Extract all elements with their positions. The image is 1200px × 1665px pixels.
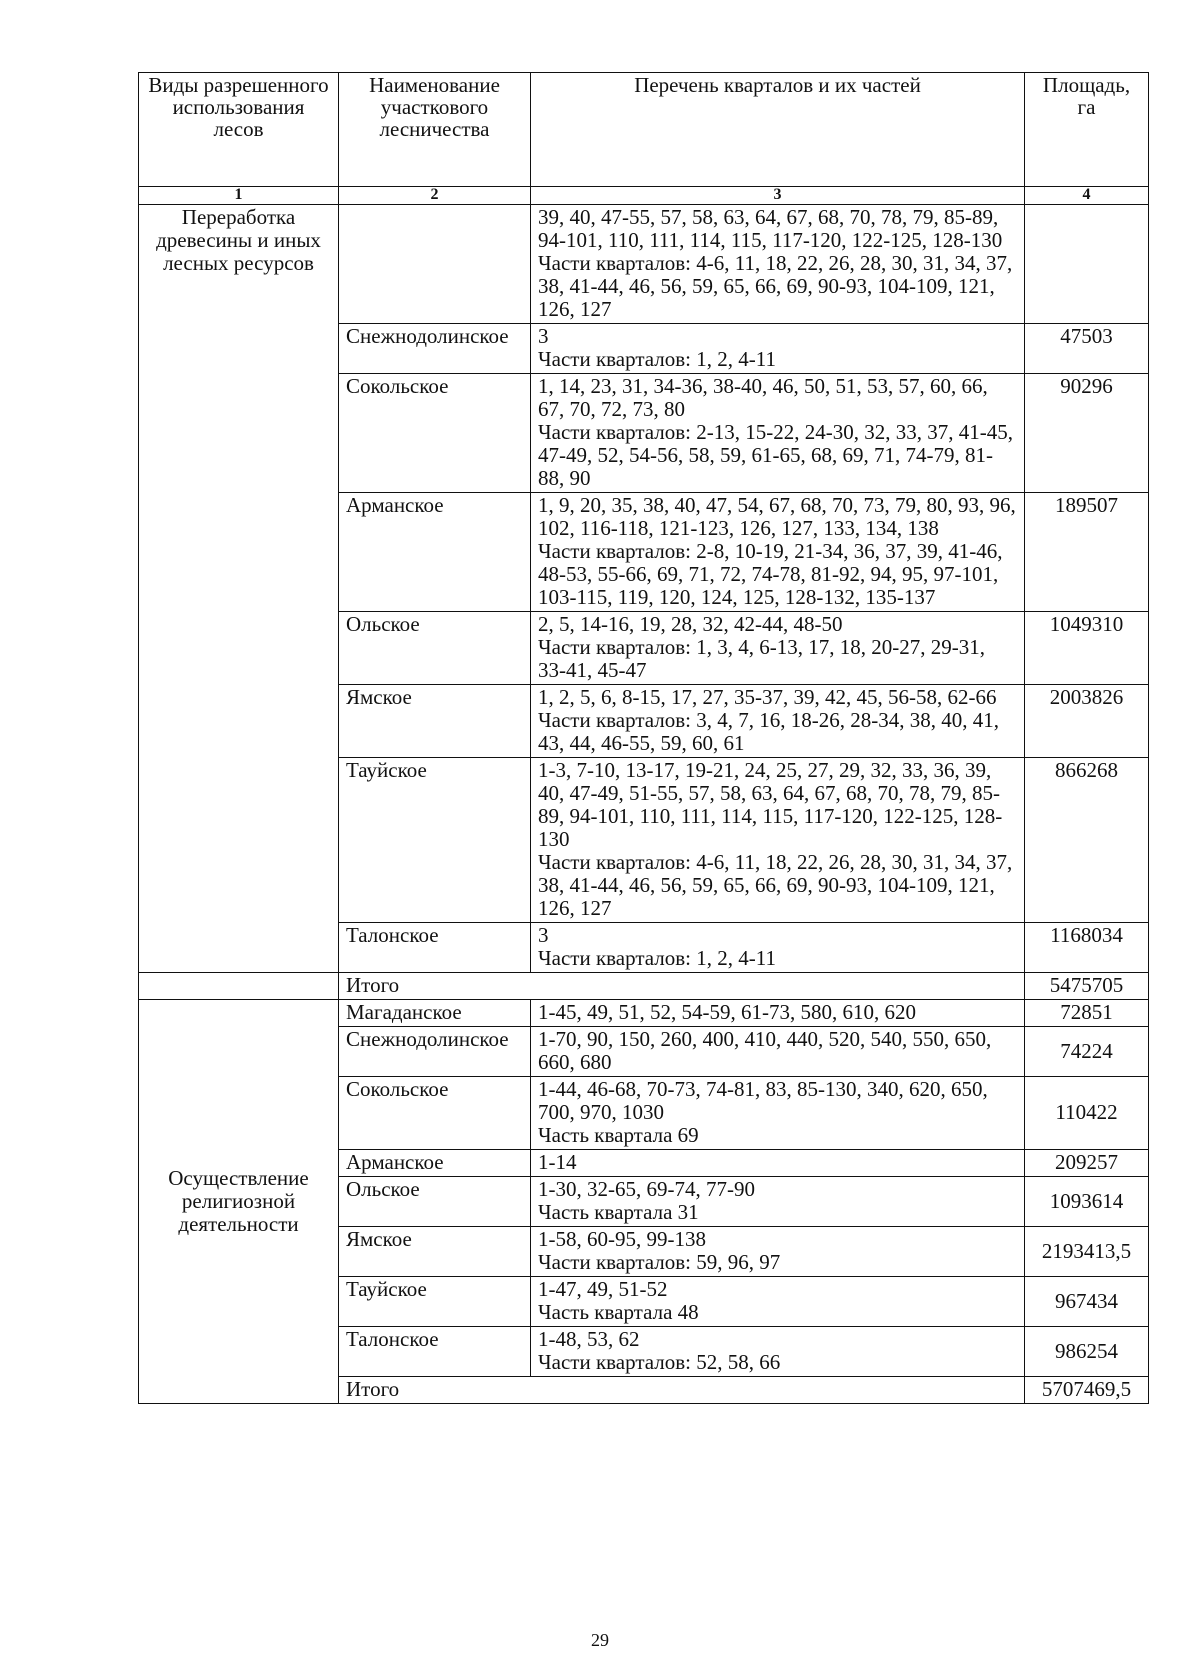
header-forestry-name: Наименование участкового лесничества xyxy=(339,73,531,187)
forestry-name xyxy=(339,205,531,324)
forestry-name: Арманское xyxy=(339,1150,531,1177)
quarters-list xyxy=(531,923,1025,973)
forestry-name: Магаданское xyxy=(339,1000,531,1027)
quarters-parts: Части кварталов: 1, 2, 4-11 xyxy=(538,946,776,970)
forestry-name: Талонское xyxy=(339,1327,531,1377)
forestry-name: Тауйское xyxy=(339,1277,531,1327)
quarters-parts: Части кварталов: 4-6, 11, 18, 22, 26, 28, 30, 31, 34, 37, 38, 41-44, 46, 56, 59, 65, 66, 69, 90-93, 104-109, 121, 126, 127 xyxy=(538,850,1013,920)
quarters-whole: 1-48, 53, 62 xyxy=(538,1327,640,1351)
forestry-name: Тауйское xyxy=(339,758,531,923)
use-type-cell-empty xyxy=(139,973,339,1000)
area-value: 967434 xyxy=(1025,1277,1149,1327)
table-body xyxy=(139,205,1149,1404)
header-col-number-4: 4 xyxy=(1025,187,1149,205)
quarters-whole: 1, 2, 5, 6, 8-15, 17, 27, 35-37, 39, 42, 45, 56-58, 62-66 xyxy=(538,685,997,709)
quarters-whole: 1, 14, 23, 31, 34-36, 38-40, 46, 50, 51, 53, 57, 60, 66, 67, 70, 72, 73, 80 xyxy=(538,374,988,421)
forestry-name: Сокольское xyxy=(339,374,531,493)
forestry-name: Ямское xyxy=(339,1227,531,1277)
forestry-name: Арманское xyxy=(339,493,531,612)
forestry-name: Сокольское xyxy=(339,1077,531,1150)
quarters-whole: 1-44, 46-68, 70-73, 74-81, 83, 85-130, 340, 620, 650, 700, 970, 1030 xyxy=(538,1077,988,1124)
quarters-parts: Части кварталов: 2-8, 10-19, 21-34, 36, 37, 39, 41-46, 48-53, 55-66, 69, 71, 72, 74-78, 81-92, 94, 95, 97-101, 103-115, 119, 120, 124, 125, 128-132, 135-137 xyxy=(538,539,1003,609)
quarters-list xyxy=(531,324,1025,374)
area-value: 1093614 xyxy=(1025,1177,1149,1227)
table-header xyxy=(139,73,1149,205)
table-row xyxy=(139,1000,1149,1027)
forestry-name: Талонское xyxy=(339,923,531,973)
forest-use-table-sheet xyxy=(138,72,1148,1404)
header-col-number-1: 1 xyxy=(139,187,339,205)
area-value: 189507 xyxy=(1025,493,1149,612)
quarters-parts: Часть квартала 48 xyxy=(538,1300,699,1324)
quarters-list xyxy=(531,1150,1025,1177)
forest-use-table xyxy=(138,72,1149,1404)
quarters-list xyxy=(531,374,1025,493)
quarters-whole: 1-30, 32-65, 69-74, 77-90 xyxy=(538,1177,755,1201)
quarters-whole: 1, 9, 20, 35, 38, 40, 47, 54, 67, 68, 70, 73, 79, 80, 93, 96, 102, 116-118, 121-123, 126, 127, 133, 134, 138 xyxy=(538,493,1016,540)
area-value: 866268 xyxy=(1025,758,1149,923)
page-number: 29 xyxy=(591,1630,609,1650)
quarters-parts: Части кварталов: 1, 3, 4, 6-13, 17, 18, 20-27, 29-31, 33-41, 45-47 xyxy=(538,635,985,682)
total-label: Итого xyxy=(339,973,1025,1000)
header-area: Площадь, га xyxy=(1025,73,1149,187)
area-value: 110422 xyxy=(1025,1077,1149,1150)
quarters-whole: 1-70, 90, 150, 260, 400, 410, 440, 520, 540, 550, 650, 660, 680 xyxy=(538,1027,992,1074)
forestry-name: Снежнодолинское xyxy=(339,324,531,374)
quarters-parts: Части кварталов: 3, 4, 7, 16, 18-26, 28-34, 38, 40, 41, 43, 44, 46-55, 59, 60, 61 xyxy=(538,708,999,755)
quarters-parts: Части кварталов: 4-6, 11, 18, 22, 26, 28, 30, 31, 34, 37, 38, 41-44, 46, 56, 59, 65, 66, 69, 90-93, 104-109, 121, 126, 127 xyxy=(538,251,1013,321)
quarters-list xyxy=(531,1027,1025,1077)
header-col-number-3: 3 xyxy=(531,187,1025,205)
area-value: 1049310 xyxy=(1025,612,1149,685)
quarters-list xyxy=(531,1277,1025,1327)
area-value: 1168034 xyxy=(1025,923,1149,973)
quarters-parts: Части кварталов: 2-13, 15-22, 24-30, 32, 33, 37, 41-45, 47-49, 52, 54-56, 58, 59, 61-65, 68, 69, 71, 74-79, 81-88, 90 xyxy=(538,420,1013,490)
forestry-name: Ямское xyxy=(339,685,531,758)
quarters-whole: 39, 40, 47-55, 57, 58, 63, 64, 67, 68, 70, 78, 79, 85-89, 94-101, 110, 111, 114, 115, 117-120, 122-125, 128-130 xyxy=(538,205,1003,252)
quarters-list xyxy=(531,1227,1025,1277)
area-value: 2003826 xyxy=(1025,685,1149,758)
quarters-whole: 2, 5, 14-16, 19, 28, 32, 42-44, 48-50 xyxy=(538,612,843,636)
quarters-list xyxy=(531,205,1025,324)
total-label: Итого xyxy=(339,1377,1025,1404)
quarters-parts: Части кварталов: 52, 58, 66 xyxy=(538,1350,781,1374)
use-type-cell-religious: Осуществление религиозной деятельности xyxy=(139,1000,339,1404)
area-value: 47503 xyxy=(1025,324,1149,374)
header-col-number-2: 2 xyxy=(339,187,531,205)
quarters-parts: Часть квартала 69 xyxy=(538,1123,699,1147)
area-value xyxy=(1025,205,1149,324)
quarters-whole: 1-3, 7-10, 13-17, 19-21, 24, 25, 27, 29, 32, 33, 36, 39, 40, 47-49, 51-55, 57, 58, 63, 64, 67, 68, 70, 78, 79, 85-89, 94-101, 110, 111, 114, 115, 117-120, 122-125, 128-130 xyxy=(538,758,1003,851)
area-value: 986254 xyxy=(1025,1327,1149,1377)
quarters-whole: 1-58, 60-95, 99-138 xyxy=(538,1227,706,1251)
forestry-name: Снежнодолинское xyxy=(339,1027,531,1077)
quarters-whole: 3 xyxy=(538,324,549,348)
quarters-parts: Части кварталов: 1, 2, 4-11 xyxy=(538,347,776,371)
area-value: 209257 xyxy=(1025,1150,1149,1177)
total-value: 5475705 xyxy=(1025,973,1149,1000)
quarters-list xyxy=(531,493,1025,612)
table-row xyxy=(139,205,1149,324)
quarters-whole: 1-47, 49, 51-52 xyxy=(538,1277,668,1301)
quarters-parts: Часть квартала 31 xyxy=(538,1200,699,1224)
quarters-whole: 3 xyxy=(538,923,549,947)
header-use-type: Виды разрешенного использования лесов xyxy=(139,73,339,187)
header-quarters-list: Перечень кварталов и их частей xyxy=(531,73,1025,187)
quarters-list xyxy=(531,612,1025,685)
quarters-list xyxy=(531,685,1025,758)
forestry-name: Ольское xyxy=(339,612,531,685)
forestry-name: Ольское xyxy=(339,1177,531,1227)
quarters-whole: 1-14 xyxy=(538,1150,577,1174)
area-value: 90296 xyxy=(1025,374,1149,493)
quarters-parts: Части кварталов: 59, 96, 97 xyxy=(538,1250,781,1274)
area-value: 74224 xyxy=(1025,1027,1149,1077)
area-value: 2193413,5 xyxy=(1025,1227,1149,1277)
quarters-list xyxy=(531,1000,1025,1027)
quarters-list xyxy=(531,758,1025,923)
quarters-list xyxy=(531,1327,1025,1377)
quarters-list xyxy=(531,1077,1025,1150)
area-value: 72851 xyxy=(1025,1000,1149,1027)
quarters-whole: 1-45, 49, 51, 52, 54-59, 61-73, 580, 610, 620 xyxy=(538,1000,916,1024)
total-value: 5707469,5 xyxy=(1025,1377,1149,1404)
use-type-cell-wood-processing: Переработка древесины и иных лесных ресурсов xyxy=(139,205,339,973)
total-row xyxy=(139,973,1149,1000)
quarters-list xyxy=(531,1177,1025,1227)
